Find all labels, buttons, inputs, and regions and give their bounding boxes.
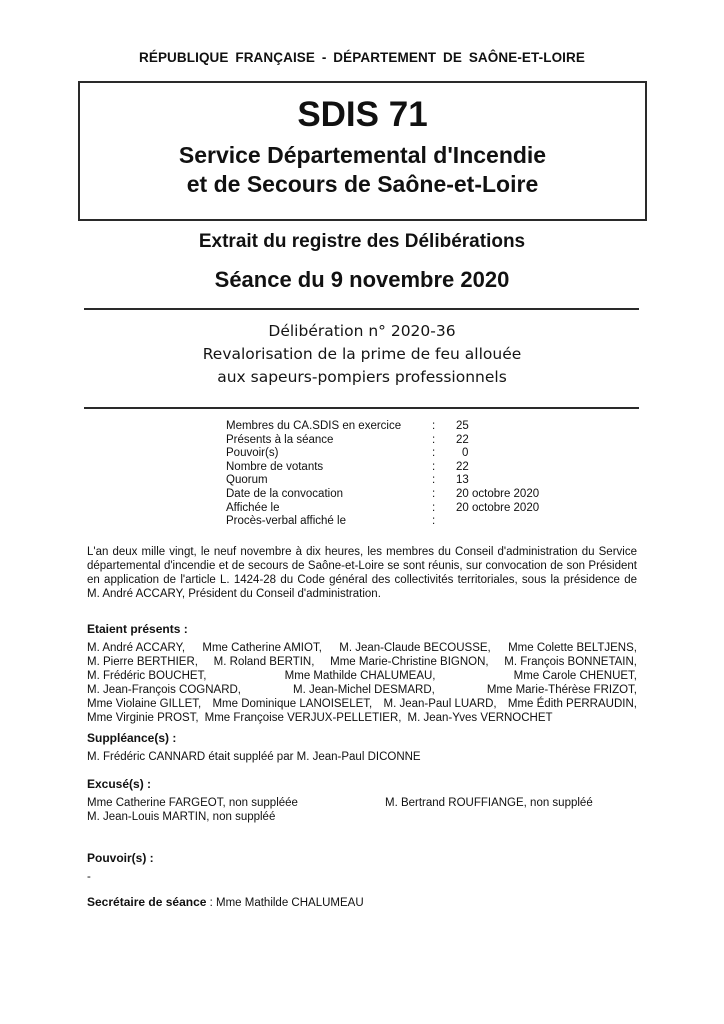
info-label: Présents à la séance	[226, 433, 334, 446]
info-colon: :	[432, 460, 436, 473]
info-value: 0	[462, 447, 469, 460]
organization-name-line1: Service Départemental d'Incendie	[178, 142, 547, 168]
presents-title: Etaient présents :	[87, 622, 188, 636]
attendee-name: Mme Violaine GILLET,	[87, 698, 202, 710]
attendee-name: Mme Marie-Christine BIGNON,	[330, 656, 489, 668]
attendee-name: M. Jean-Paul LUARD,	[383, 698, 497, 710]
info-value: 20 octobre 2020	[456, 487, 540, 500]
info-row	[226, 420, 566, 434]
organization-name	[80, 141, 645, 199]
excuses-section	[87, 777, 637, 824]
info-value: 13	[456, 474, 469, 487]
deliberation-subject-line1: Revalorisation de la prime de feu allouée	[202, 345, 522, 363]
organization-acronym: SDIS 71	[297, 95, 428, 134]
excused-member: M. Bertrand ROUFFIANGE, non suppléé	[385, 797, 593, 809]
deliberation-block	[0, 320, 724, 389]
info-row	[226, 461, 566, 475]
attendee-name: Mme Carole CHENUET,	[513, 670, 637, 682]
presents-line	[87, 655, 637, 669]
attendee-name: Mme Virginie PROST,	[87, 712, 199, 724]
presents-line	[87, 683, 637, 697]
title-box	[78, 81, 647, 221]
attendee-name: Mme Catherine AMIOT,	[202, 642, 322, 654]
info-row	[226, 447, 566, 461]
attendee-name: Mme Mathilde CHALUMEAU,	[284, 670, 436, 682]
info-row	[226, 502, 566, 516]
republic-header: RÉPUBLIQUE FRANÇAISE - DÉPARTEMENT DE SAÔNE-ET-LOIRE	[139, 50, 585, 65]
info-value: 25	[456, 420, 469, 432]
presents-line	[87, 697, 637, 711]
seance-date: Séance du 9 novembre 2020	[214, 267, 510, 292]
info-label: Pouvoir(s)	[226, 447, 279, 460]
info-label: Nombre de votants	[226, 460, 324, 473]
info-row	[226, 474, 566, 488]
excused-member: Mme Catherine FARGEOT, non suppléée	[87, 797, 298, 809]
attendee-name: Mme Françoise VERJUX-PELLETIER,	[204, 712, 402, 724]
attendee-name: M. Pierre BERTHIER,	[87, 656, 198, 668]
info-colon: :	[432, 474, 436, 487]
info-value: 22	[456, 460, 469, 473]
attendee-name: M. Jean-Claude BECOUSSE,	[339, 642, 491, 654]
info-label: Quorum	[226, 474, 268, 487]
info-row	[226, 434, 566, 448]
secretaire-name: : Mme Mathilde CHALUMEAU	[206, 897, 364, 909]
attendee-name: M. Roland BERTIN,	[213, 656, 315, 668]
attendee-name: M. François BONNETAIN,	[504, 656, 637, 668]
presents-line	[87, 669, 637, 683]
info-label: Procès-verbal affiché le	[226, 515, 346, 528]
info-value: 20 octobre 2020	[456, 501, 540, 514]
info-colon: :	[432, 501, 436, 514]
secretaire-section	[87, 895, 637, 910]
organization-name-line2: et de Secours de Saône-et-Loire	[186, 171, 539, 197]
info-colon: :	[432, 487, 436, 500]
info-row	[226, 488, 566, 502]
divider-top	[84, 308, 639, 310]
info-label: Date de la convocation	[226, 487, 343, 500]
info-row	[226, 515, 566, 529]
presents-line	[87, 641, 637, 655]
info-label: Affichée le	[226, 501, 280, 514]
suppleances-text: M. Frédéric CANNARD était suppléé par M. Jean-Paul DICONNE	[87, 751, 421, 763]
info-colon: :	[432, 420, 436, 432]
excuses-title: Excusé(s) :	[87, 777, 152, 791]
info-value: 22	[456, 433, 469, 446]
attendance-summary-table	[226, 420, 566, 529]
attendee-name: Mme Édith PERRAUDIN,	[507, 698, 637, 710]
attendee-name: Mme Dominique LANOISELET,	[212, 698, 373, 710]
excuses-row	[87, 796, 637, 810]
attendee-name: Mme Colette BELTJENS,	[508, 642, 637, 654]
attendee-name: Mme Marie-Thérèse FRIZOT,	[486, 684, 637, 696]
presents-section	[87, 622, 637, 725]
excused-member: M. Jean-Louis MARTIN, non suppléé	[87, 811, 276, 823]
attendee-name: M. Frédéric BOUCHET,	[87, 670, 207, 682]
attendee-name: M. André ACCARY,	[87, 642, 186, 654]
excuses-row	[87, 810, 637, 824]
pouvoirs-section	[87, 851, 637, 884]
presents-line	[87, 711, 637, 725]
suppleances-title: Suppléance(s) :	[87, 731, 177, 745]
pouvoirs-text: -	[87, 871, 91, 883]
deliberation-number: Délibération n° 2020-36	[268, 322, 456, 340]
attendee-name: M. Jean-François COGNARD,	[87, 684, 242, 696]
info-colon: :	[432, 515, 436, 528]
divider-bottom	[84, 407, 639, 409]
info-colon: :	[432, 433, 436, 446]
pouvoirs-title: Pouvoir(s) :	[87, 851, 154, 865]
info-colon: :	[432, 447, 436, 460]
info-label: Membres du CA.SDIS en exercice	[226, 420, 402, 432]
deliberation-subject-line2: aux sapeurs-pompiers professionnels	[217, 368, 507, 386]
suppleances-section	[87, 731, 637, 764]
attendee-name: M. Jean-Michel DESMARD,	[292, 684, 435, 696]
attendee-name: M. Jean-Yves VERNOCHET	[407, 712, 553, 724]
registre-title: Extrait du registre des Délibérations	[198, 231, 526, 252]
intro-paragraph: L'an deux mille vingt, le neuf novembre à dix heures, les membres du Conseil d'administration du Service départemental d'incendie et de secours de Saône-et-Loire se sont réunis, sur convocation de son Président en application de l'article L. 1424-28 du Code général des collectivités territoriales, sous la présidence de M. André ACCARY, Président du Conseil d'administration.	[87, 546, 637, 600]
secretaire-label: Secrétaire de séance	[87, 895, 207, 909]
